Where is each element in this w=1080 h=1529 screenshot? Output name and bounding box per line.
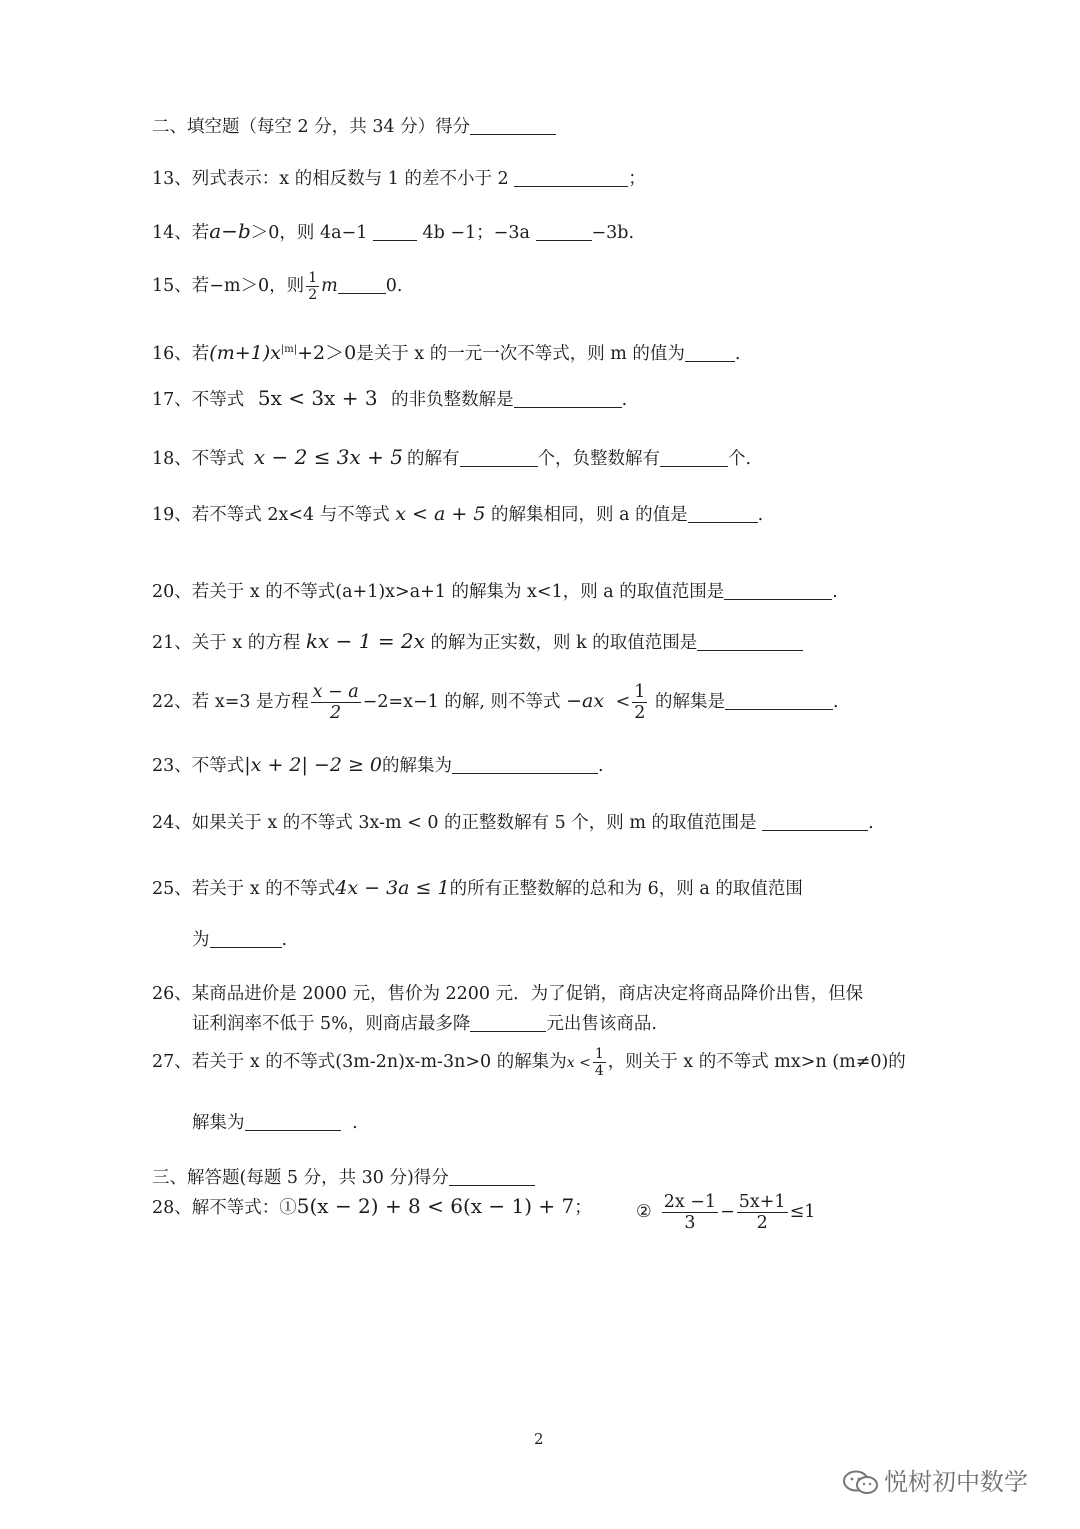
q13-answer-blank[interactable] [514, 168, 628, 187]
q22-mid: −2=x−1 的解, 则不等式 [362, 692, 561, 713]
q22-frac1-num: x − a [312, 682, 359, 702]
q27-text: ，则关于 x 的不等式 mx>n (m≠0)的 [607, 1052, 906, 1073]
q19-text: 的解集相同，则 a 的值是 [491, 505, 688, 525]
q25-expression: 4x − 3a ≤ 1 [335, 877, 450, 899]
question-17 [152, 386, 627, 411]
q22-frac1-den: 2 [330, 703, 342, 724]
page-number: 2 [534, 1430, 544, 1448]
question-28-part2 [636, 1192, 815, 1233]
q22-expression: −ax [566, 690, 605, 713]
q18-pre: 不等式 [191, 449, 245, 469]
question-24 [152, 812, 874, 834]
q17-expression: 5x < 3x + 3 [257, 386, 378, 410]
q15-fraction [306, 270, 319, 303]
q27-end: . [352, 1113, 358, 1133]
q23-expression: |x + 2| −2 ≥ 0 [244, 754, 383, 776]
q20-answer-blank[interactable] [724, 581, 832, 600]
q25-text: 的所有正整数解的总和为 6，则 a 的取值范围 [449, 879, 803, 899]
q21-text: 的解为正实数，则 k 的取值范围是 [430, 633, 698, 653]
q22-text: 的解集是 [655, 692, 726, 713]
q21-pre: 关于 x 的方程 [191, 633, 301, 653]
question-28 [152, 1194, 592, 1219]
q24-text: 如果关于 x 的不等式 3x-m < 0 的正整数解有 5 个，则 m 的取值范围是 [191, 813, 757, 833]
q28-frac2-den: 2 [756, 1213, 768, 1234]
q18-end: 个. [728, 449, 752, 469]
question-25 [152, 877, 803, 900]
q28-frac2-num: 5x+1 [738, 1192, 786, 1212]
score-blank-section3[interactable] [449, 1167, 535, 1186]
q22-frac2-num: 1 [634, 682, 646, 702]
question-27-line2 [192, 1112, 358, 1134]
q17-answer-blank[interactable] [514, 389, 622, 408]
q15-answer-blank[interactable] [338, 275, 386, 294]
question-13 [152, 168, 646, 190]
q28-leq: ≤1 [789, 1202, 816, 1223]
q22-fraction-2 [632, 682, 647, 723]
q25-pre: 若关于 x 的不等式 [191, 879, 336, 899]
q14-number: 14、 [152, 223, 192, 243]
q17-number: 17、 [152, 390, 192, 410]
q28-number: 28、 [152, 1198, 192, 1218]
q15-end: 0. [385, 276, 403, 297]
q25-line2: 为 [192, 930, 210, 950]
question-21 [152, 629, 803, 654]
q25-end: . [281, 930, 288, 950]
q27-fraction [593, 1046, 606, 1079]
q13-number: 13、 [152, 169, 192, 189]
q18-text2: 个，负整数解有 [537, 449, 661, 469]
q14-blank-2[interactable] [536, 222, 592, 241]
wechat-icon [842, 1469, 880, 1495]
q15-frac-den: 2 [308, 287, 318, 304]
q15-pre: 若−m＞0，则 [191, 276, 305, 297]
q13-end: ； [628, 169, 646, 189]
q26-line2-pre: 证利润率不低于 5%，则商店最多降 [192, 1014, 471, 1034]
q22-frac2-den: 2 [634, 703, 646, 724]
q20-text: 若关于 x 的不等式(a+1)x>a+1 的解集为 x<1，则 a 的取值范围是 [191, 582, 725, 602]
q26-number: 26、 [152, 984, 192, 1004]
watermark-text: 悦树初中数学 [884, 1468, 1028, 1496]
q28-frac1-num: 2x −1 [663, 1192, 717, 1212]
question-20 [152, 581, 838, 603]
q26-line2-end: 元出售该商品. [546, 1014, 657, 1034]
score-blank-section2[interactable] [470, 116, 556, 135]
q23-pre: 不等式 [191, 756, 245, 776]
q18-expression: x − 2 ≤ 3x + 5 [253, 445, 404, 469]
q21-expression: kx − 1 = 2x [305, 629, 425, 653]
q27-solution: x < [566, 1055, 591, 1072]
question-15 [152, 270, 402, 303]
q28-mark-2: ② [636, 1202, 652, 1223]
q16-number: 16、 [152, 344, 192, 364]
q21-answer-blank[interactable] [697, 632, 803, 651]
q17-text: 的非负整数解是 [391, 390, 514, 410]
question-26 [152, 984, 863, 1005]
q14-mid: 4b −1；−3a [422, 223, 530, 243]
q16-expr-a: (m+1)x [209, 342, 281, 364]
q22-answer-blank[interactable] [725, 691, 833, 710]
q28-pre: 解不等式：① [191, 1198, 297, 1218]
question-26-line2 [192, 1013, 657, 1035]
question-22 [152, 682, 839, 723]
q15-number: 15、 [152, 276, 192, 297]
q14-cond-pre: 若 [191, 223, 210, 243]
question-14 [152, 219, 634, 244]
q19-expression: x < a + 5 [395, 503, 486, 525]
question-23 [152, 754, 604, 777]
q19-number: 19、 [152, 505, 192, 525]
section3-heading [152, 1167, 535, 1189]
question-25-line2 [192, 929, 287, 951]
q16-exponent: |m| [280, 344, 298, 356]
q16-answer-blank[interactable] [685, 343, 735, 362]
q19-pre: 若不等式 2x<4 与不等式 [191, 505, 390, 525]
q24-end: . [868, 813, 874, 833]
q18-blank-1[interactable] [460, 448, 538, 467]
q14-cond-post: ＞0，则 4a−1 [250, 223, 368, 243]
q23-number: 23、 [152, 756, 192, 776]
q26-line1: 某商品进价是 2000 元，售价为 2200 元．为了促销，商店决定将商品降价出售，但保 [191, 984, 864, 1004]
q23-text: 的解集为 [382, 756, 453, 776]
q22-less-than: < [615, 692, 631, 713]
section2-heading-text: 二、填空题（每空 2 分，共 34 分）得分 [152, 117, 471, 137]
q22-pre: 若 x=3 是方程 [191, 692, 309, 713]
q14-condition: a−b [209, 219, 251, 243]
q28-minus: − [720, 1202, 735, 1223]
q24-answer-blank[interactable] [762, 812, 868, 831]
q28-frac1-den: 3 [684, 1213, 696, 1234]
q27-answer-blank[interactable] [245, 1112, 341, 1131]
q22-number: 22、 [152, 692, 192, 713]
q18-number: 18、 [152, 449, 192, 469]
q28-fraction-1 [662, 1192, 718, 1233]
q17-end: . [621, 390, 628, 410]
q21-number: 21、 [152, 633, 192, 653]
question-19 [152, 503, 763, 526]
q28-expression-1: 5(x − 2) + 8 < 6(x − 1) + 7 [296, 1194, 575, 1218]
q25-answer-blank[interactable] [210, 929, 282, 948]
question-18 [152, 445, 751, 470]
q26-answer-blank[interactable] [470, 1013, 546, 1032]
q27-number: 27、 [152, 1052, 192, 1073]
q19-answer-blank[interactable] [688, 504, 758, 523]
q15-var-m: m [321, 276, 338, 297]
q23-end: . [598, 756, 604, 776]
q27-frac-num: 1 [594, 1046, 604, 1062]
q27-frac-den: 4 [594, 1063, 604, 1080]
section3-heading-text: 三、解答题(每题 5 分，共 30 分)得分 [152, 1168, 449, 1188]
q20-end: . [832, 582, 838, 602]
q16-pre: 若 [191, 344, 210, 364]
section2-heading [152, 116, 556, 138]
q16-end: . [734, 344, 741, 364]
q22-end: . [833, 692, 839, 713]
q17-pre: 不等式 [191, 390, 245, 410]
q27-pre: 若关于 x 的不等式(3m-2n)x-m-3n>0 的解集为 [191, 1052, 567, 1073]
q25-number: 25、 [152, 879, 192, 899]
q16-text: 是关于 x 的一元一次不等式，则 m 的值为 [356, 344, 685, 364]
watermark [842, 1462, 1028, 1497]
q28-fraction-2 [737, 1192, 788, 1233]
q14-blank-1[interactable] [373, 222, 417, 241]
q13-text: 列式表示：x 的相反数与 1 的差不小于 2 [191, 169, 509, 189]
q23-answer-blank[interactable] [452, 755, 598, 774]
q22-fraction-1 [311, 682, 361, 723]
q15-frac-num: 1 [308, 270, 318, 286]
q28-semicolon: ； [574, 1198, 592, 1218]
question-27 [152, 1046, 906, 1079]
q18-text1: 的解有 [407, 449, 460, 469]
q24-number: 24、 [152, 813, 192, 833]
q20-number: 20、 [152, 582, 192, 602]
q18-blank-2[interactable] [660, 448, 728, 467]
q27-line2: 解集为 [192, 1113, 245, 1133]
q14-end: −3b. [591, 223, 635, 243]
q19-end: . [757, 505, 764, 525]
q16-expr-b: +2＞0 [297, 342, 357, 364]
question-16 [152, 342, 741, 365]
